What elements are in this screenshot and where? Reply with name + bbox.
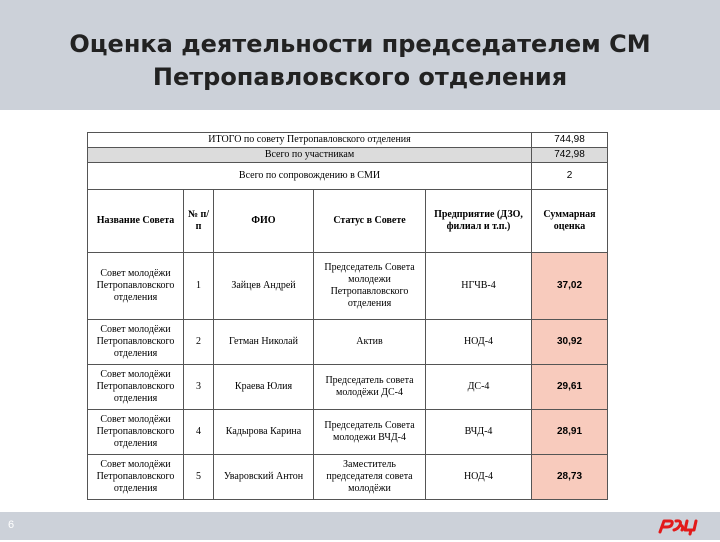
status-cell: Председатель Совета молодежи ВЧД-4 [314, 410, 426, 455]
table-row [88, 253, 608, 320]
council-cell: Совет молодёжи Петропавловского отделения [88, 455, 184, 500]
name-cell: Уваровский Антон [214, 455, 314, 500]
column-header: Статус в Совете [314, 190, 426, 253]
status-cell: Председатель Совета молодежи Петропавловского отделения [314, 253, 426, 320]
enterprise-cell: НОД-4 [426, 320, 532, 365]
summary-label: ИТОГО по совету Петропавловского отделения [88, 133, 532, 148]
name-cell: Зайцев Андрей [214, 253, 314, 320]
table-header-row [88, 190, 608, 253]
summary-row-total [88, 133, 608, 148]
name-cell: Краева Юлия [214, 365, 314, 410]
council-cell: Совет молодёжи Петропавловского отделения [88, 253, 184, 320]
enterprise-cell: ВЧД-4 [426, 410, 532, 455]
footer-band [0, 512, 720, 540]
score-cell: 28,91 [532, 410, 608, 455]
status-cell: Заместитель председателя совета молодёжи [314, 455, 426, 500]
score-cell: 37,02 [532, 253, 608, 320]
page-title [0, 28, 720, 94]
title-line-1: Оценка деятельности председателем СМ [69, 30, 651, 58]
score-cell: 29,61 [532, 365, 608, 410]
number-cell: 5 [184, 455, 214, 500]
name-cell: Гетман Николай [214, 320, 314, 365]
table-row [88, 320, 608, 365]
rzd-logo-icon [656, 515, 700, 542]
summary-row-media [88, 163, 608, 190]
column-header: ФИО [214, 190, 314, 253]
number-cell: 3 [184, 365, 214, 410]
enterprise-cell: ДС-4 [426, 365, 532, 410]
council-cell: Совет молодёжи Петропавловского отделения [88, 320, 184, 365]
evaluation-table [87, 132, 608, 500]
number-cell: 4 [184, 410, 214, 455]
council-cell: Совет молодёжи Петропавловского отделения [88, 410, 184, 455]
status-cell: Актив [314, 320, 426, 365]
number-cell: 1 [184, 253, 214, 320]
column-header: № п/п [184, 190, 214, 253]
column-header: Суммарная оценка [532, 190, 608, 253]
enterprise-cell: НОД-4 [426, 455, 532, 500]
table-row [88, 410, 608, 455]
table-row [88, 365, 608, 410]
page-number: 6 [8, 519, 15, 531]
summary-value: 742,98 [532, 148, 608, 163]
table-row [88, 455, 608, 500]
summary-row-participants [88, 148, 608, 163]
summary-value: 2 [532, 163, 608, 190]
summary-label: Всего по участникам [88, 148, 532, 163]
number-cell: 2 [184, 320, 214, 365]
name-cell: Кадырова Карина [214, 410, 314, 455]
column-header: Предприятие (ДЗО, филиал и т.п.) [426, 190, 532, 253]
council-cell: Совет молодёжи Петропавловского отделения [88, 365, 184, 410]
score-cell: 28,73 [532, 455, 608, 500]
summary-label: Всего по сопровождению в СМИ [88, 163, 532, 190]
column-header: Название Совета [88, 190, 184, 253]
enterprise-cell: НГЧВ-4 [426, 253, 532, 320]
score-cell: 30,92 [532, 320, 608, 365]
status-cell: Председатель совета молодёжи ДС-4 [314, 365, 426, 410]
summary-value: 744,98 [532, 133, 608, 148]
title-line-2: Петропавловского отделения [152, 63, 568, 91]
